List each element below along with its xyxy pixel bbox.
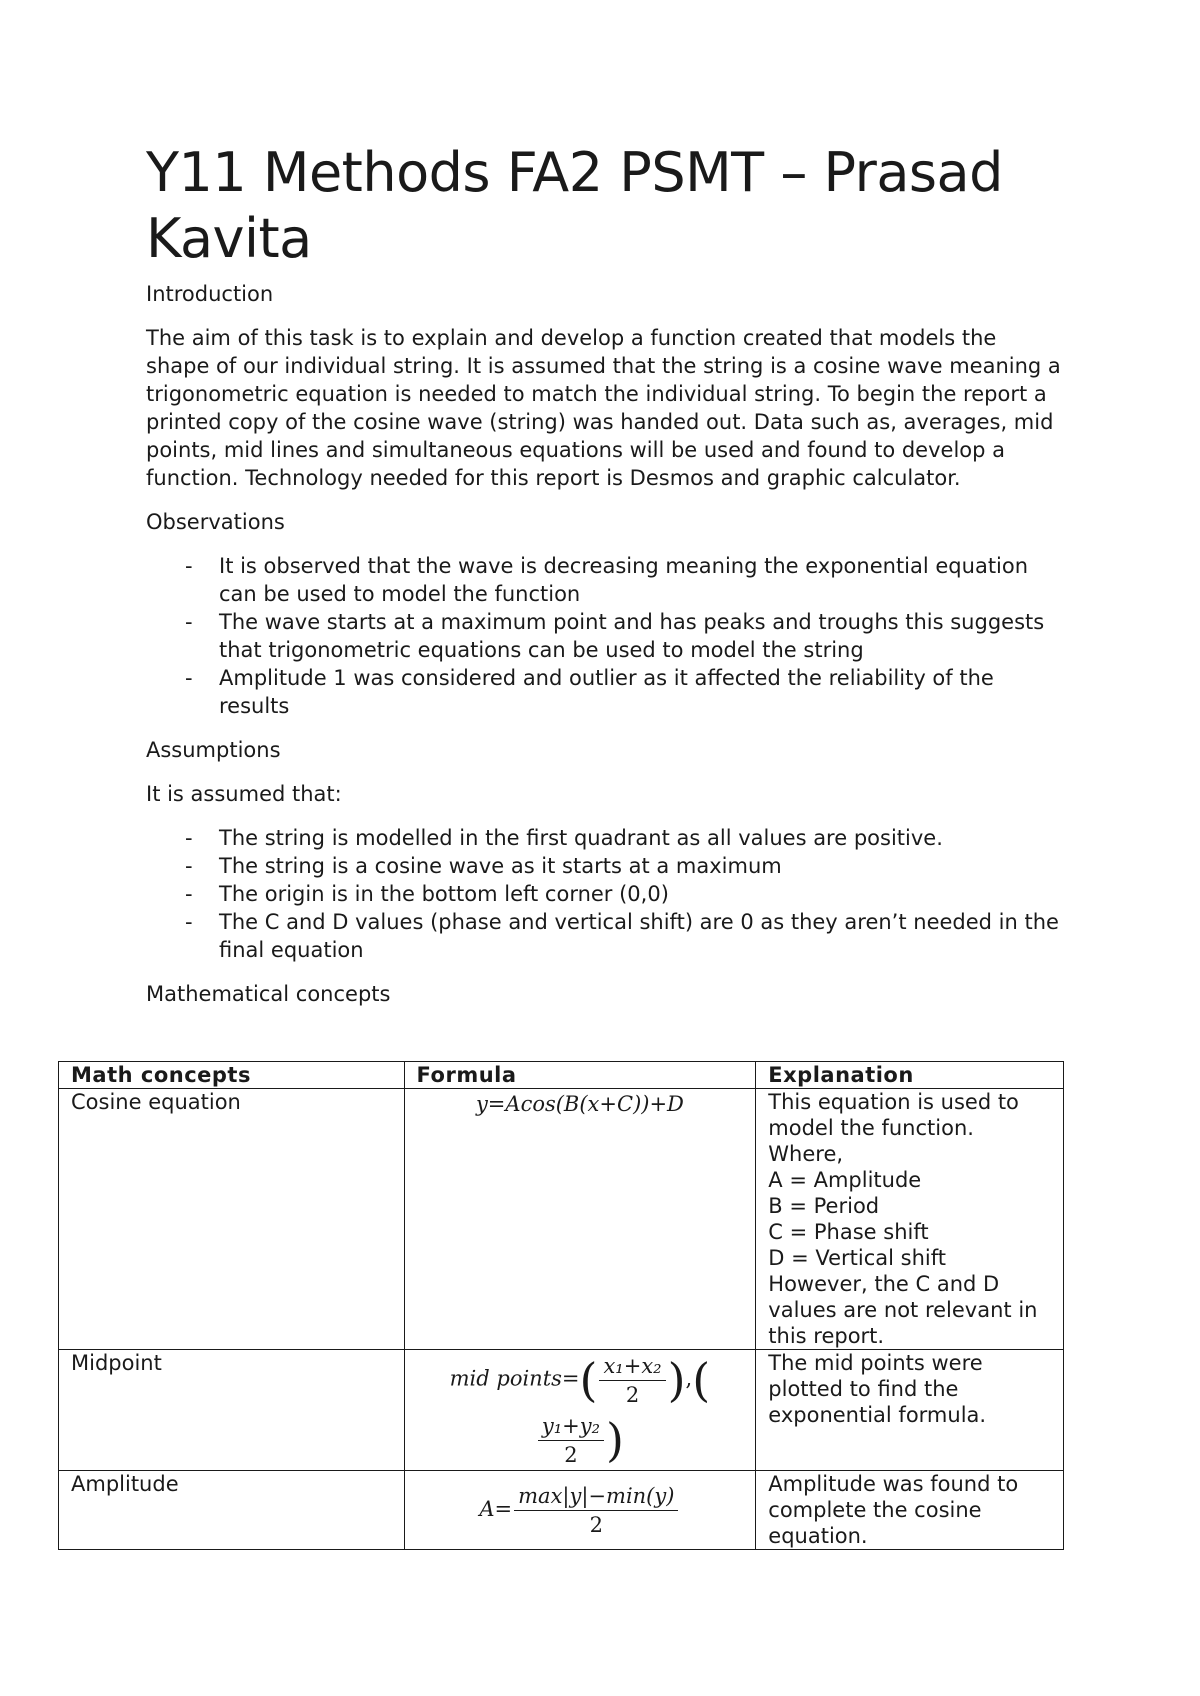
fraction-denominator: 2 [564, 1442, 578, 1467]
explanation-cell [756, 1089, 1064, 1350]
math-concepts-table [58, 1061, 1064, 1550]
observations-heading: Observations [146, 510, 285, 534]
formula-lhs: A= [479, 1496, 513, 1521]
table-row [59, 1350, 1064, 1471]
formula-lhs: mid points= [449, 1366, 580, 1391]
observation-text: The wave starts at a maximum point and has peaks and troughs this suggests that trigonometric equations can be used to model the string [219, 610, 1045, 662]
dash-bullet: - [185, 610, 193, 634]
fraction-denominator: 2 [589, 1512, 603, 1537]
observation-text: It is observed that the wave is decreasing meaning the exponential equation can be used to model the function [219, 554, 1029, 606]
assumption-text: The origin is in the bottom left corner (0,0) [219, 882, 669, 906]
observation-text: Amplitude 1 was considered and outlier as it affected the reliability of the results [219, 666, 994, 718]
formula-separator: , [685, 1366, 693, 1391]
table-row [59, 1089, 1064, 1350]
dash-bullet: - [185, 882, 193, 906]
column-header: Math concepts [59, 1062, 405, 1089]
fraction [514, 1482, 678, 1539]
fraction [538, 1412, 604, 1469]
explanation-line: A = Amplitude [768, 1168, 922, 1192]
page-title: Y11 Methods FA2 PSMT – Prasad Kavita [146, 141, 1003, 270]
introduction-text: The aim of this task is to explain and develop a function created that models the shape of our individual string. It is assumed that the string is a cosine wave meaning a trigonometric equation is needed to match the individual string. To begin the report a printed copy of the cosine wave (string) was handed out. Data such as, averages, mid points, mid lines and simultaneous equations will be used and found to develop a function. Technology needed for this report is Desmos and graphic calculator. [146, 326, 1061, 490]
fraction-numerator: y₁+y₂ [538, 1412, 604, 1441]
formula-cell [404, 1350, 756, 1471]
concept-cell: Cosine equation [59, 1089, 405, 1350]
concept-cell: Midpoint [59, 1350, 405, 1471]
midpoint-formula: mid points=( $\frac{\text{x₁+x₂}}{2}$ ),( $\frac{\text{y₁+y₂}}{2}$ ) [449, 1353, 711, 1467]
dash-bullet: - [185, 826, 193, 850]
list-item [146, 664, 1066, 720]
table-header-row [59, 1062, 1064, 1089]
explanation-line: D = Vertical shift [768, 1246, 947, 1270]
explanation-line: B = Period [768, 1194, 880, 1218]
introduction-heading: Introduction [146, 282, 274, 306]
assumptions-intro: It is assumed that: [146, 782, 342, 806]
explanation-line: Where, [768, 1142, 844, 1166]
fraction [599, 1352, 665, 1409]
concept-cell: Amplitude [59, 1471, 405, 1550]
list-item [146, 552, 1066, 608]
explanation-cell [756, 1471, 1064, 1550]
explanation-line: This equation is used to model the function. [768, 1090, 1019, 1140]
column-header: Explanation [756, 1062, 1064, 1089]
dash-bullet: - [185, 910, 193, 934]
explanation-cell [756, 1350, 1064, 1471]
fraction-denominator: 2 [625, 1382, 640, 1407]
dash-bullet: - [185, 554, 193, 578]
assumptions-heading: Assumptions [146, 738, 281, 762]
list-item [146, 608, 1066, 664]
assumption-text: The string is a cosine wave as it starts at a maximum [219, 854, 782, 878]
formula-cell [404, 1089, 756, 1350]
dash-bullet: - [185, 854, 193, 878]
table-row [59, 1471, 1064, 1550]
explanation-line: C = Phase shift [768, 1220, 929, 1244]
assumption-text: The string is modelled in the first quadrant as all values are positive. [219, 826, 943, 850]
document-page [146, 140, 1066, 1024]
explanation-line: The mid points were plotted to find the exponential formula. [768, 1351, 987, 1427]
explanation-line: However, the C and D values are not relevant in this report. [768, 1272, 1038, 1348]
fraction-numerator: x₁+x₂ [599, 1352, 665, 1381]
column-header: Formula [404, 1062, 756, 1089]
observations-list [146, 552, 1066, 720]
list-item [146, 880, 1066, 908]
formula-cell [404, 1471, 756, 1550]
dash-bullet: - [185, 666, 193, 690]
assumptions-list [146, 824, 1066, 964]
explanation-line: Amplitude was found to complete the cosine equation. [768, 1472, 1019, 1548]
list-item [146, 824, 1066, 852]
concepts-heading: Mathematical concepts [146, 982, 391, 1006]
assumption-text: The C and D values (phase and vertical shift) are 0 as they aren’t needed in the final equation [219, 910, 1059, 962]
cosine-formula: y=Acos(B(x+C))+D [475, 1092, 684, 1116]
list-item [146, 852, 1066, 880]
fraction-numerator: max|y|−min(y) [514, 1482, 678, 1511]
amplitude-formula [417, 1482, 744, 1539]
list-item [146, 908, 1066, 964]
